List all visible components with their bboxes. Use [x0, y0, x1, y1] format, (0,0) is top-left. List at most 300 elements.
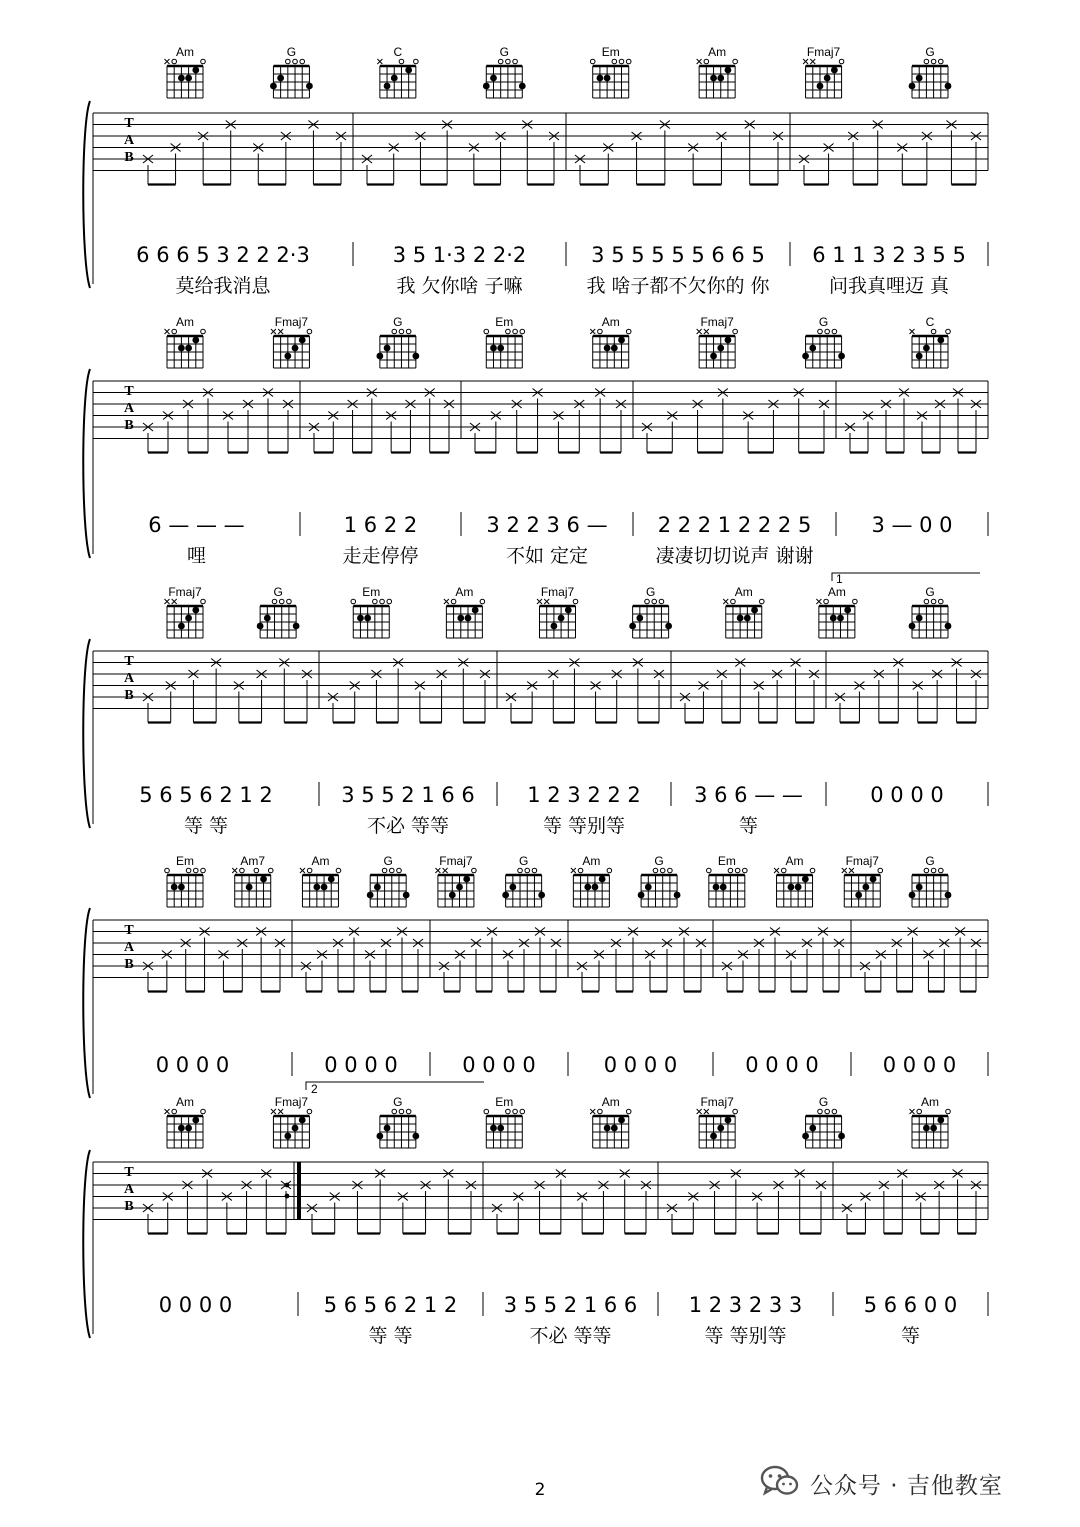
- tab-clef-letter: B: [124, 150, 134, 165]
- repeat-dot: [285, 1194, 290, 1199]
- chord-open-mark: [825, 1109, 830, 1114]
- chord-mute-mark: [172, 599, 177, 604]
- chord-open-mark: [397, 868, 402, 873]
- chord-finger-dot: [403, 892, 410, 899]
- tab-clef-letter: A: [123, 671, 135, 686]
- chord-mute-mark: [232, 868, 237, 873]
- chord-diagram: [165, 585, 206, 638]
- jianpu-notes: 3 5 5 2 1 6 6: [503, 1293, 638, 1317]
- chord-finger-dot: [171, 884, 178, 891]
- lyric-line: 等 等别等: [542, 815, 626, 837]
- tab-clef-letter: A: [123, 1182, 135, 1197]
- chord-name: Am: [785, 854, 804, 868]
- chord-finger-dot: [604, 75, 611, 82]
- chord-diagram: [802, 315, 845, 368]
- chord-diagram: [537, 585, 578, 638]
- chord-open-mark: [254, 868, 259, 873]
- chord-finger-dot: [490, 1125, 497, 1132]
- system-brace: [83, 639, 90, 828]
- tab-clef-letter: B: [124, 688, 134, 703]
- chord-mute-mark: [271, 1109, 276, 1114]
- chord-open-mark: [389, 868, 394, 873]
- chord-open-mark: [626, 1109, 631, 1114]
- chord-open-mark: [380, 599, 385, 604]
- chord-open-mark: [506, 1109, 511, 1114]
- chord-finger-dot: [937, 1117, 944, 1124]
- chord-open-mark: [201, 868, 206, 873]
- chord-open-mark: [392, 329, 397, 334]
- chord-diagram: [367, 854, 410, 907]
- jianpu-notes: 3 5 1·3 2 2·2: [392, 243, 527, 267]
- chord-finger-dot: [611, 345, 618, 352]
- chord-diagram: [435, 854, 476, 907]
- chord-name: Am: [455, 585, 474, 599]
- chord-finger-dot: [844, 607, 851, 614]
- chord-mute-mark: [842, 868, 847, 873]
- chord-diagram: [697, 315, 738, 368]
- chord-name: C: [393, 45, 403, 59]
- chord-mute-mark: [377, 59, 382, 64]
- chord-name: Am: [601, 315, 620, 329]
- chord-open-mark: [917, 1109, 922, 1114]
- chord-diagram: [232, 854, 273, 907]
- chord-finger-dot: [384, 1125, 391, 1132]
- chord-diagram: [909, 585, 952, 638]
- jianpu-notes: 3 — 0 0: [871, 513, 953, 537]
- lyric-line: 我 欠你啥 子嘛: [396, 275, 523, 297]
- jianpu-notes: 3 5 5 5 5 5 6 6 5: [591, 243, 765, 267]
- chord-mute-mark: [571, 868, 576, 873]
- chord-name: G: [393, 315, 403, 329]
- chord-open-mark: [293, 59, 298, 64]
- chord-open-mark: [484, 1109, 489, 1114]
- chord-finger-dot: [645, 884, 652, 891]
- chord-open-mark: [287, 599, 292, 604]
- volta-line: [832, 573, 980, 581]
- chord-finger-dot: [629, 623, 636, 630]
- chord-name: Am: [311, 854, 330, 868]
- chord-name: G: [925, 585, 935, 599]
- chord-finger-dot: [817, 83, 824, 90]
- chord-finger-dot: [597, 75, 604, 82]
- chord-finger-dot: [178, 1125, 185, 1132]
- chord-finger-dot: [292, 345, 299, 352]
- chord-mute-mark: [443, 868, 448, 873]
- chord-diagram: [271, 1095, 312, 1148]
- jianpu-notes: 0 0 0 0: [462, 1053, 536, 1077]
- chord-open-mark: [373, 599, 378, 604]
- wechat-icon: [760, 1464, 800, 1503]
- chord-open-mark: [931, 599, 936, 604]
- chord-open-mark: [733, 1109, 738, 1114]
- chord-finger-dot: [717, 345, 724, 352]
- chord-finger-dot: [618, 337, 625, 344]
- chord-name: Fmaj7: [700, 315, 734, 329]
- chord-finger-dot: [178, 623, 185, 630]
- chord-finger-dot: [391, 75, 398, 82]
- tab-clef-letter: B: [124, 957, 134, 972]
- chord-finger-dot: [599, 876, 606, 883]
- lyric-line: 凄凄切切说声 谢谢: [655, 545, 814, 567]
- jianpu-notes: 5 6 5 6 2 1 2: [323, 1293, 458, 1317]
- chord-finger-dot: [497, 345, 504, 352]
- chord-open-mark: [480, 599, 485, 604]
- chord-finger-dot: [465, 615, 472, 622]
- chord-open-mark: [660, 868, 665, 873]
- chord-finger-dot: [725, 337, 732, 344]
- chord-open-mark: [201, 1109, 206, 1114]
- chord-diagram: [803, 45, 844, 98]
- chord-open-mark: [307, 868, 312, 873]
- jianpu-notes: 0 0 0 0: [882, 1053, 957, 1077]
- chord-open-mark: [924, 59, 929, 64]
- chord-mute-mark: [435, 868, 440, 873]
- chord-open-mark: [733, 329, 738, 334]
- chord-finger-dot: [809, 1125, 816, 1132]
- chord-finger-dot: [923, 1125, 930, 1132]
- chord-finger-dot: [192, 337, 199, 344]
- chord-finger-dot: [824, 75, 831, 82]
- chord-name: Em: [601, 45, 620, 59]
- chord-finger-dot: [384, 345, 391, 352]
- chord-finger-dot: [519, 83, 526, 90]
- chord-finger-dot: [257, 623, 264, 630]
- chord-finger-dot: [376, 1133, 383, 1140]
- chord-diagram: [484, 1095, 525, 1148]
- tab-system: [83, 1095, 988, 1347]
- chord-finger-dot: [838, 1133, 845, 1140]
- chord-finger-dot: [490, 345, 497, 352]
- lyric-line: 等 等别等: [704, 1325, 787, 1347]
- chord-open-mark: [268, 868, 273, 873]
- chord-mute-mark: [910, 329, 915, 334]
- chord-diagram: [165, 854, 206, 907]
- chord-open-mark: [590, 59, 595, 64]
- lyric-line: 不如 定定: [505, 545, 589, 567]
- chord-finger-dot: [277, 75, 284, 82]
- chord-finger-dot: [584, 884, 591, 891]
- chord-name: Em: [495, 1095, 514, 1109]
- chord-finger-dot: [737, 615, 744, 622]
- chord-name: Fmaj7: [700, 1095, 734, 1109]
- chord-open-mark: [931, 868, 936, 873]
- chord-open-mark: [240, 868, 245, 873]
- system-brace: [83, 908, 90, 1098]
- chord-finger-dot: [720, 884, 727, 891]
- chord-name: Am: [708, 45, 727, 59]
- chord-name: G: [383, 854, 393, 868]
- chord-finger-dot: [788, 884, 795, 891]
- chord-finger-dot: [483, 83, 490, 90]
- chord-mute-mark: [697, 1109, 702, 1114]
- chord-open-mark: [525, 868, 530, 873]
- jianpu-notes: 3 2 2 3 6 —: [486, 513, 608, 537]
- chord-open-mark: [668, 868, 673, 873]
- chord-open-mark: [518, 868, 523, 873]
- chord-open-mark: [286, 59, 291, 64]
- volta-bracket-1: [832, 572, 980, 586]
- chord-open-mark: [731, 599, 736, 604]
- page-number: 2: [534, 1480, 546, 1500]
- chord-finger-dot: [713, 884, 720, 891]
- chord-finger-dot: [717, 1125, 724, 1132]
- chord-name: G: [518, 854, 529, 868]
- chord-mute-mark: [774, 868, 779, 873]
- chord-finger-dot: [293, 623, 300, 630]
- jianpu-notes: 0 0 0 0: [603, 1053, 678, 1077]
- chord-finger-dot: [638, 892, 645, 899]
- chord-name: Em: [176, 854, 194, 868]
- chord-name: C: [925, 315, 935, 329]
- chord-finger-dot: [611, 1125, 618, 1132]
- chord-finger-dot: [367, 892, 374, 899]
- chord-finger-dot: [558, 615, 565, 622]
- chord-open-mark: [307, 1109, 312, 1114]
- chord-name: Fmaj7: [540, 585, 575, 599]
- chord-name: Em: [362, 585, 381, 599]
- chord-open-mark: [939, 599, 944, 604]
- chord-diagram: [590, 315, 631, 368]
- chord-diagram: [165, 1095, 206, 1148]
- tab-clef-letter: A: [123, 133, 135, 148]
- chord-open-mark: [300, 59, 305, 64]
- jianpu-notes: 6 6 6 5 3 2 2 2·3: [136, 243, 310, 267]
- tab-system: [83, 315, 988, 567]
- chord-finger-dot: [717, 75, 724, 82]
- chord-finger-dot: [412, 1133, 419, 1140]
- chord-open-mark: [392, 1109, 397, 1114]
- chord-name: Em: [717, 854, 736, 868]
- chord-diagram: [271, 315, 312, 368]
- chord-finger-dot: [945, 83, 952, 90]
- chord-finger-dot: [930, 1125, 937, 1132]
- jianpu-notes: 5 6 5 6 2 1 2: [139, 783, 273, 807]
- chord-mute-mark: [697, 329, 702, 334]
- chord-name: Am: [582, 854, 601, 868]
- chord-finger-dot: [862, 884, 869, 891]
- chord-name: Am: [176, 45, 194, 59]
- watermark-text: 公众号 · 吉他教室: [810, 1472, 1003, 1499]
- chord-finger-dot: [264, 615, 271, 622]
- chord-open-mark: [399, 59, 404, 64]
- chord-finger-dot: [192, 1117, 199, 1124]
- chord-finger-dot: [744, 615, 751, 622]
- lyric-line: 等: [900, 1325, 921, 1347]
- chord-open-mark: [513, 1109, 518, 1114]
- chord-name: Fmaj7: [168, 585, 202, 599]
- chord-open-mark: [832, 1109, 837, 1114]
- chord-open-mark: [399, 329, 404, 334]
- chord-mute-mark: [910, 1109, 915, 1114]
- chord-mute-mark: [537, 599, 542, 604]
- chord-finger-dot: [710, 353, 717, 360]
- chord-finger-dot: [284, 1133, 291, 1140]
- chord-finger-dot: [802, 876, 809, 883]
- chord-finger-dot: [945, 892, 952, 899]
- chord-diagram: [909, 854, 952, 907]
- chord-open-mark: [272, 599, 277, 604]
- chord-finger-dot: [357, 615, 364, 622]
- chord-open-mark: [472, 868, 477, 873]
- chord-open-mark: [939, 868, 944, 873]
- chord-finger-dot: [604, 1125, 611, 1132]
- tab-system: [83, 45, 988, 297]
- chord-name: Fmaj7: [439, 854, 473, 868]
- chord-open-mark: [818, 1109, 823, 1114]
- chord-mute-mark: [849, 868, 854, 873]
- tab-clef-letter: T: [124, 1165, 134, 1180]
- chord-finger-dot: [618, 1117, 625, 1124]
- chord-mute-mark: [271, 329, 276, 334]
- chord-mute-mark: [165, 59, 170, 64]
- jianpu-notes: 3 6 6 — —: [694, 783, 803, 807]
- jianpu-notes: 2 2 2 1 2 2 2 5: [657, 513, 812, 537]
- chord-open-mark: [172, 59, 177, 64]
- chord-finger-dot: [178, 345, 185, 352]
- chord-name: G: [654, 854, 664, 868]
- chord-diagram: [376, 1095, 419, 1148]
- tab-system: [83, 854, 988, 1098]
- chord-open-mark: [728, 868, 733, 873]
- chord-open-mark: [506, 329, 511, 334]
- chord-name: G: [273, 585, 283, 599]
- chord-finger-dot: [185, 615, 192, 622]
- chord-mute-mark: [816, 599, 821, 604]
- chord-diagram: [590, 1095, 631, 1148]
- repeat-dot: [285, 1183, 290, 1188]
- chord-open-mark: [406, 1109, 411, 1114]
- chord-open-mark: [704, 59, 709, 64]
- chord-finger-dot: [412, 353, 419, 360]
- chord-finger-dot: [463, 876, 470, 883]
- chord-open-mark: [653, 868, 658, 873]
- lyric-line: 问我真哩迈 真: [828, 275, 950, 297]
- chord-mute-mark: [810, 59, 815, 64]
- chord-open-mark: [619, 59, 624, 64]
- chord-finger-dot: [178, 75, 185, 82]
- volta-line: [306, 1082, 484, 1090]
- chord-mute-mark: [697, 59, 702, 64]
- tab-clef-letter: A: [123, 940, 135, 955]
- chord-open-mark: [946, 1109, 951, 1114]
- chord-name: Am: [176, 315, 194, 329]
- chord-open-mark: [824, 599, 829, 604]
- chord-diagram: [910, 315, 951, 368]
- chord-finger-dot: [185, 345, 192, 352]
- chord-open-mark: [878, 868, 883, 873]
- chord-open-mark: [279, 599, 284, 604]
- chord-name: Fmaj7: [274, 1095, 309, 1109]
- chord-finger-dot: [725, 1117, 732, 1124]
- chord-finger-dot: [509, 884, 516, 891]
- chord-name: Am: [921, 1095, 939, 1109]
- lyric-line: 我 啥子都不欠你的 你: [586, 275, 770, 297]
- chord-finger-dot: [909, 623, 916, 630]
- jianpu-notes: 0 0 0 0: [158, 1293, 233, 1317]
- chord-open-mark: [414, 59, 419, 64]
- chord-open-mark: [186, 868, 191, 873]
- chord-diagram: [502, 854, 545, 907]
- chord-open-mark: [853, 599, 858, 604]
- chord-finger-dot: [809, 345, 816, 352]
- chord-finger-dot: [830, 615, 837, 622]
- chord-finger-dot: [831, 67, 838, 74]
- chord-open-mark: [652, 599, 657, 604]
- chord-name: G: [818, 315, 829, 329]
- chord-mute-mark: [590, 1109, 595, 1114]
- volta-number: 1: [836, 572, 843, 586]
- chord-diagram: [909, 45, 952, 98]
- chord-diagram: [165, 315, 206, 368]
- chord-finger-dot: [472, 607, 479, 614]
- chord-mute-mark: [590, 329, 595, 334]
- chord-diagram: [484, 315, 525, 368]
- jianpu-notes: 6 — — —: [148, 513, 245, 537]
- system-brace: [83, 101, 90, 288]
- chord-diagram: [707, 854, 748, 907]
- chord-finger-dot: [497, 1125, 504, 1132]
- chord-open-mark: [931, 59, 936, 64]
- chord-open-mark: [645, 599, 650, 604]
- chord-name: Am: [734, 585, 753, 599]
- chord-open-mark: [946, 329, 951, 334]
- chord-finger-dot: [313, 884, 320, 891]
- chord-open-mark: [506, 59, 511, 64]
- chord-open-mark: [451, 599, 456, 604]
- lyric-line: 等 等: [183, 815, 229, 837]
- chord-finger-dot: [405, 67, 412, 74]
- chord-mute-mark: [704, 329, 709, 334]
- chord-finger-dot: [246, 884, 253, 891]
- chord-open-mark: [201, 599, 206, 604]
- tab-clef-letter: B: [124, 418, 134, 433]
- chord-open-mark: [733, 59, 738, 64]
- chord-finger-dot: [364, 615, 371, 622]
- chord-finger-dot: [292, 1125, 299, 1132]
- chord-open-mark: [484, 329, 489, 334]
- chord-open-mark: [598, 329, 603, 334]
- chord-name: Fmaj7: [274, 315, 309, 329]
- chord-open-mark: [825, 329, 830, 334]
- chord-open-mark: [406, 329, 411, 334]
- chord-finger-dot: [270, 83, 277, 90]
- chord-finger-dot: [838, 353, 845, 360]
- chord-finger-dot: [185, 75, 192, 82]
- chord-diagram: [483, 45, 526, 98]
- chord-finger-dot: [321, 884, 328, 891]
- chord-name: G: [393, 1095, 403, 1109]
- chord-finger-dot: [592, 884, 599, 891]
- chord-finger-dot: [710, 75, 717, 82]
- chord-finger-dot: [604, 345, 611, 352]
- chord-open-mark: [626, 329, 631, 334]
- chord-mute-mark: [444, 599, 449, 604]
- chord-finger-dot: [192, 67, 199, 74]
- chord-finger-dot: [376, 353, 383, 360]
- chord-open-mark: [781, 868, 786, 873]
- chord-open-mark: [707, 868, 712, 873]
- chord-finger-dot: [457, 615, 464, 622]
- chord-finger-dot: [725, 67, 732, 74]
- chord-diagram: [697, 1095, 738, 1148]
- chord-finger-dot: [945, 623, 952, 630]
- watermark: [760, 1458, 1003, 1508]
- tab-clef-letter: A: [123, 401, 135, 416]
- chord-finger-dot: [299, 1117, 306, 1124]
- chord-finger-dot: [710, 1133, 717, 1140]
- chord-open-mark: [351, 599, 356, 604]
- chord-mute-mark: [544, 599, 549, 604]
